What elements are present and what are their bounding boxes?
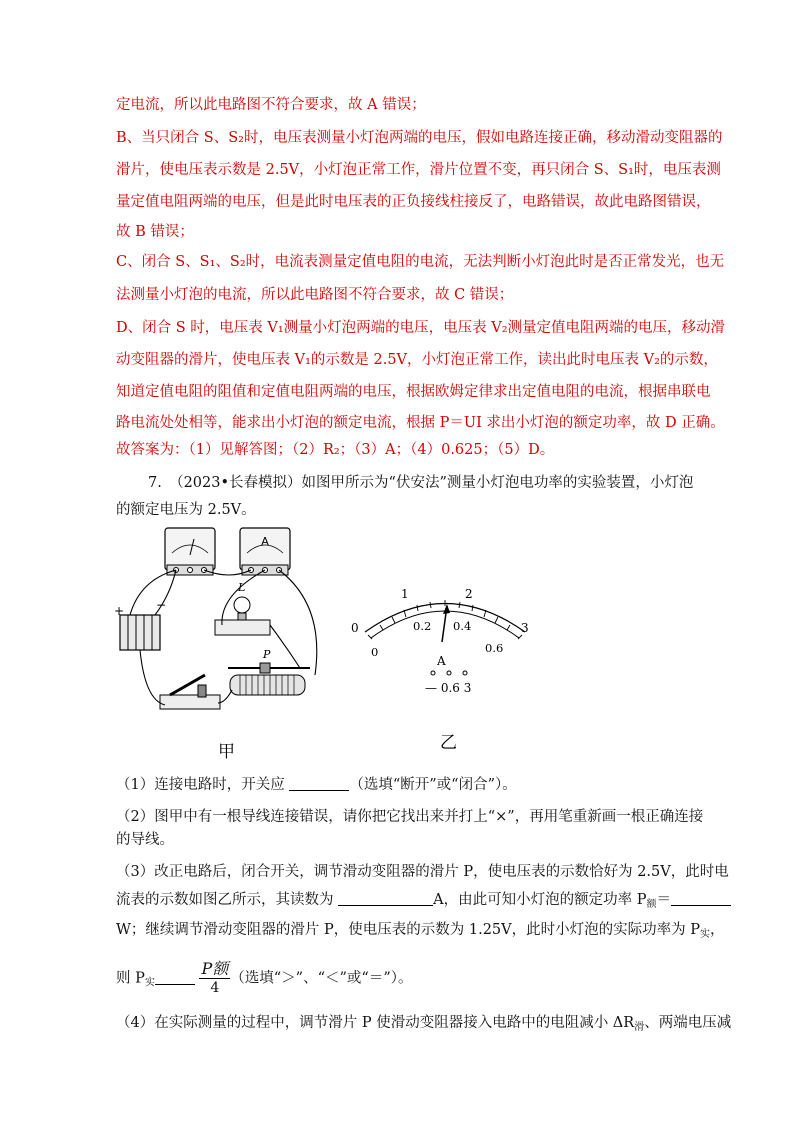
solution-line-2: B、当只闭合 S、S₂时，电压表测量小灯泡两端的电压，假如电路连接正确，移动滑动变阻器的	[116, 130, 723, 146]
ammeter-label: A	[261, 535, 269, 548]
bulb-label: L	[238, 581, 246, 594]
svg-text:+: +	[114, 604, 125, 618]
svg-text:0: 0	[351, 621, 359, 635]
part-3-line-2: 流表的示数如图乙所示，其读数为 A，由此可知小灯泡的额定功率 $P_额=$	[116, 890, 731, 915]
ammeter-dial-figure	[345, 580, 545, 710]
dial-terminals: — 0.6 3	[425, 681, 472, 695]
svg-text:2: 2	[465, 587, 473, 601]
solution-line-3: 滑片，使电压表示数是 2.5V，小灯泡正常工作，滑片位置不变，再只闭合 S、S₁时，电压表测	[116, 162, 721, 178]
part-2-line-1: （2）图甲中有一根导线连接错误，请你把它找出来并打上“×”，再用笔重新画一根正确连接	[116, 809, 704, 825]
solution-line-1: 定电流，所以此电路图不符合要求，故 A 错误；	[116, 97, 426, 113]
solution-line-5: 故 B 错误；	[116, 224, 194, 240]
svg-text:1: 1	[401, 587, 409, 601]
figure-caption-jia: 甲	[218, 742, 235, 762]
blank-compare[interactable]	[155, 970, 195, 985]
fraction-p-rated-over-4: $\frac{\text{P额}}{4}$	[201, 959, 229, 996]
part-3-line-3: W；继续调节滑动变阻器的滑片 P，使电压表的示数为 1.25V，此时小灯泡的实际功率为 $P_实$，	[116, 922, 725, 940]
slider-label: P	[263, 648, 271, 661]
circuit-apparatus-figure	[110, 525, 340, 725]
svg-text:0: 0	[371, 645, 379, 659]
rheostat-icon	[228, 648, 310, 695]
part-3-line-1: （3）改正电路后，闭合开关，调节滑动变阻器的滑片 P，使电压表的示数恰好为 2.5V，此时电	[116, 864, 729, 880]
svg-text:3: 3	[521, 621, 529, 635]
part-3-line-4: 则 $P_实$ $\frac{\text{P额}}{4}$ （选填“＞”、“＜”或“＝”）。	[116, 959, 413, 996]
solution-line-10: 知道定值电阻的阻值和定值电阻两端的电压，根据欧姆定律求出定值电阻的电流，根据串联电	[116, 384, 711, 400]
svg-text:0.6: 0.6	[485, 641, 504, 655]
solution-line-6: C、闭合 S、S₁、S₂时，电流表测量定值电阻的电流，无法判断小灯泡此时是否正常发光，也无	[116, 254, 725, 270]
part-4-line-1: （4）在实际测量的过程中，调节滑片 P 使滑动变阻器接入电路中的电阻减小 $\Delta R_滑$、两端电压减	[116, 1015, 732, 1033]
blank-current-reading[interactable]	[338, 891, 433, 906]
ammeter-icon	[240, 528, 290, 575]
blank-rated-power[interactable]	[671, 891, 731, 906]
switch-icon	[160, 675, 220, 709]
dial-letter: A	[437, 654, 446, 668]
answer-line: 故答案为：（1）见解答图；（2）R₂；（3）A；（4）0.625；（5）D。	[116, 442, 555, 458]
voltmeter-icon	[165, 528, 215, 575]
svg-text:−: −	[156, 598, 167, 612]
svg-text:0.2: 0.2	[413, 619, 432, 633]
solution-line-4: 量定值电阻两端的电压，但是此时电压表的正负接线柱接反了，电路错误，故此电路图错误，	[116, 194, 711, 210]
bulb-icon	[215, 581, 270, 635]
svg-text:0.4: 0.4	[453, 619, 472, 633]
part-1: （1）连接电路时，开关应 （选填“断开”或“闭合”）。	[116, 777, 517, 793]
part-2-line-2: 的导线。	[116, 832, 174, 848]
solution-line-9: 动变阻器的滑片，使电压表 V₁的示数是 2.5V，小灯泡正常工作，读出此时电压表 V₂的示数，	[116, 352, 718, 368]
figure-caption-yi: 乙	[440, 733, 457, 753]
blank-switch-state[interactable]	[289, 776, 349, 791]
solution-line-7: 法测量小灯泡的电流，所以此电路图不符合要求，故 C 错误；	[116, 287, 514, 303]
question-7-stem: 7. （2023•长春模拟）如图甲所示为“伏安法”测量小灯泡电功率的实验装置，小灯泡	[148, 475, 694, 491]
solution-line-11: 路电流处处相等，能求出小灯泡的额定电流，根据 P＝UI 求出小灯泡的额定功率，故 D 正确。	[116, 415, 725, 431]
solution-line-8: D、闭合 S 时，电压表 V₁测量小灯泡两端的电压，电压表 V₂测量定值电阻两端的电压，移动滑	[116, 320, 726, 336]
question-7-stem-cont: 的额定电压为 2.5V。	[116, 502, 256, 518]
battery-icon	[114, 598, 166, 650]
